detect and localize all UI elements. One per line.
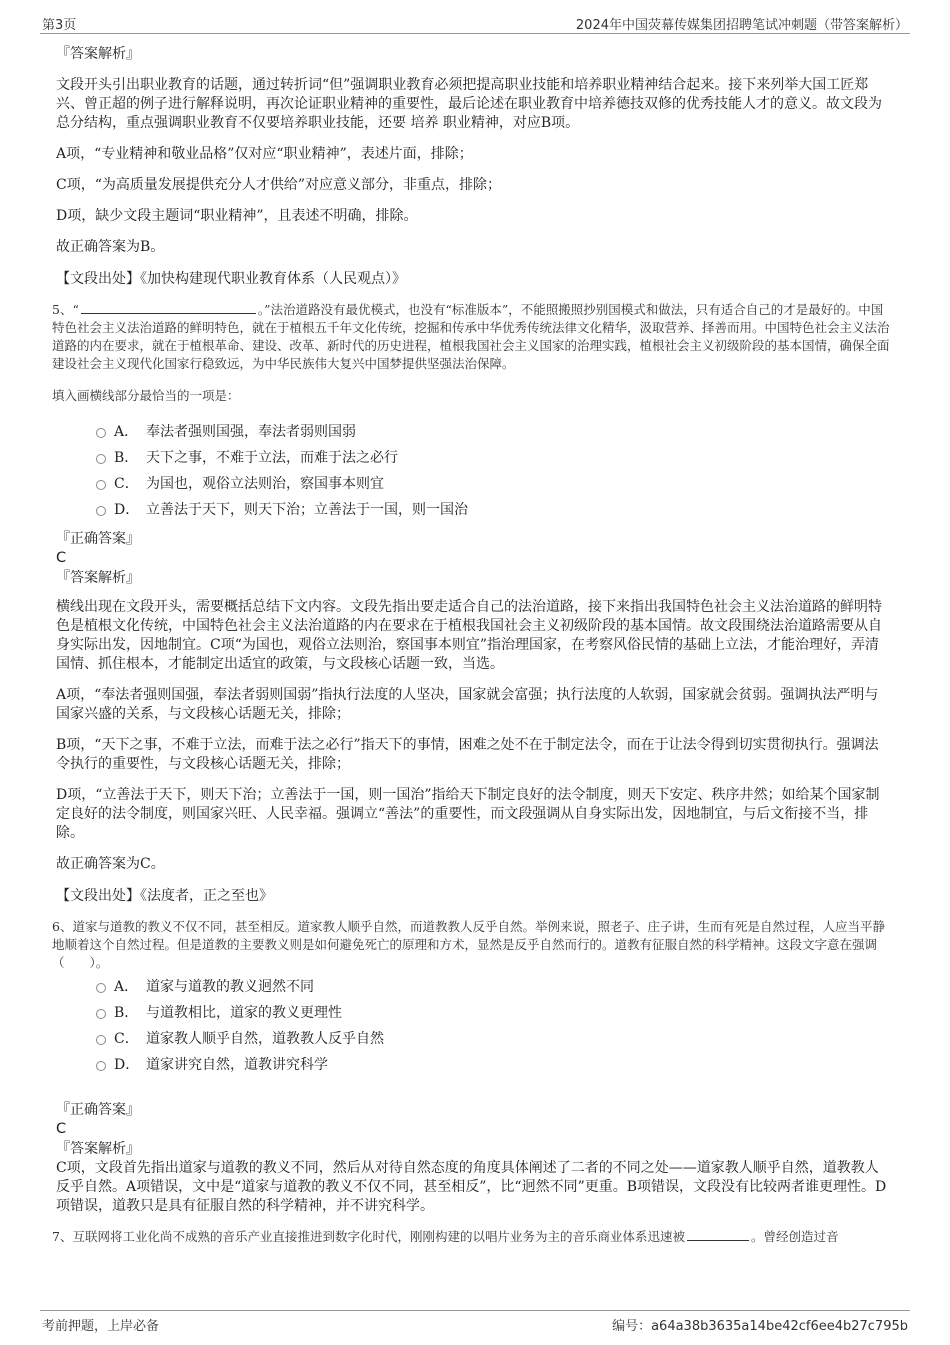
q6-analysis-label: 『答案解析』 [56, 1141, 140, 1157]
q5-option-d-analysis: D项，“立善法于天下，则天下治；立善法于一国，则一国治”指给天下制定良好的法令制度，则天下安定、秩序井然；如给某个国家制定良好的法令制度，则国家兴旺、人民幸福。强调立“善法”的重要性，而文段强调从自身实际出发，因地制宜，与后文衔接不当，排除。 [56, 787, 880, 841]
radio-icon[interactable] [96, 480, 106, 490]
q5-stem [52, 301, 892, 373]
option-text: 与道教相比，道家的教义更理性 [146, 1005, 342, 1021]
q5-answer: C [56, 550, 67, 566]
q5-prefix: 5、“ [52, 302, 79, 317]
radio-icon[interactable] [96, 1061, 106, 1071]
page-content [52, 44, 892, 1246]
option-letter: C． [114, 1031, 139, 1047]
q6-answer-label: 『正确答案』 [56, 1102, 140, 1118]
q4-option-d-analysis: D项，缺少文段主题词“职业精神”，且表述不明确，排除。 [56, 208, 418, 224]
option-letter: C． [114, 476, 139, 492]
footer-slogan: 考前押题，上岸必备 [42, 1319, 160, 1334]
q6-option-d[interactable] [96, 1052, 892, 1078]
option-text: 天下之事，不难于立法，而难于法之必行 [146, 450, 398, 466]
radio-icon[interactable] [96, 983, 106, 993]
q4-option-c-analysis: C项，“为高质量发展提供充分人才供给”对应意义部分，非重点，排除； [56, 177, 502, 193]
option-letter: D． [114, 502, 140, 518]
q6-option-c[interactable] [96, 1026, 892, 1052]
q5-option-b-analysis: B项，“天下之事，不难于立法，而难于法之必行”指天下的事情，困难之处不在于制定法令，而在于让法令得到切实贯彻执行。强调法令执行的重要性，与文段核心话题无关，排除； [56, 737, 879, 772]
radio-icon[interactable] [96, 1035, 106, 1045]
option-text: 道家讲究自然，道教讲究科学 [146, 1057, 328, 1073]
q7-stem-after: 。曾经创造过音 [750, 1229, 839, 1244]
option-letter: B． [114, 450, 139, 466]
q6-options [96, 974, 892, 1078]
q7-stem-before: 7、互联网将工业化尚不成熟的音乐产业直接推进到数字化时代，刚刚构建的以唱片业务为主的音乐商业体系迅速被 [52, 1229, 685, 1244]
q5-option-a-analysis: A项，“奉法者强则国强，奉法者弱则国弱”指执行法度的人坚决，国家就会富强；执行法度的人软弱，国家就会贫弱。强调执法严明与国家兴盛的关系，与文段核心话题无关，排除； [56, 687, 879, 722]
page-number: 第3页 [42, 18, 77, 33]
radio-icon[interactable] [96, 428, 106, 438]
q5-option-b[interactable] [96, 445, 892, 471]
option-text: 道家教人顺乎自然，道教教人反乎自然 [146, 1031, 384, 1047]
option-text: 道家与道教的教义迥然不同 [146, 979, 314, 995]
option-letter: D． [114, 1057, 140, 1073]
q5-option-c[interactable] [96, 471, 892, 497]
option-letter: B． [114, 1005, 139, 1021]
q5-analysis-label: 『答案解析』 [56, 570, 140, 586]
option-text: 奉法者强则国强，奉法者弱则国弱 [146, 424, 356, 440]
q4-analysis: 文段开头引出职业教育的话题，通过转折词“但”强调职业教育必须把提高职业技能和培养职业精神结合起来。接下来列举大国工匠郑兴、曾正超的例子进行解释说明，再次论证职业精神的重要性，最后论述在职业教育中培养德技双修的优秀技能人才的意义。故文段为总分结构，重点强调职业教育不仅要培养职业技能，还要 培养 职业精神，对应B项。 [56, 77, 882, 131]
q6-analysis: C项，文段首先指出道家与道教的教义不同，然后从对待自然态度的角度具体阐述了二者的不同之处——道家教人顺乎自然，道教教人反乎自然。A项错误，文中是“道家与道教的教义不仅不同，甚至相反”，比“迥然不同”更重。B项错误，文段没有比较两者谁更理性。D项错误，道教只是具有征服自然的科学精神，并不讲究科学。 [56, 1160, 887, 1214]
q4-option-a-analysis: A项，“专业精神和敬业品格”仅对应“职业精神”，表述片面，排除； [56, 146, 473, 162]
q4-conclusion: 故正确答案为B。 [56, 239, 165, 255]
page-footer [40, 1310, 910, 1332]
q5-instruction: 填入画横线部分最恰当的一项是： [52, 388, 240, 403]
q5-blank [81, 301, 256, 314]
q7-blank [687, 1228, 749, 1241]
q5-answer-label: 『正确答案』 [56, 531, 140, 547]
q5-stem-text: 。”法治道路没有最优模式，也没有“标准版本”，不能照搬照抄别国模式和做法，只有适合自己的才是最好的。中国特色社会主义法治道路的鲜明特色，就在于植根五千年文化传统，挖掘和传承中华优秀传统法律文化精华，汲取营养、择善而用。中国特色社会主义法治道路的内在要求，就在于植根革命、建设、改革、新时代的历史进程，植根我国社会主义国家的治理实践，植根社会主义初级阶段的基本国情，确保全面建设社会主义现代化国家行稳致远，为中华民族伟大复兴中国梦提供坚强法治保障。 [52, 302, 890, 371]
q4-analysis-label: 『答案解析』 [56, 46, 140, 62]
option-letter: A． [114, 424, 139, 440]
q4-source: 【文段出处】《加快构建现代职业教育体系（人民观点）》 [56, 271, 406, 287]
document-code: 编号：a64a38b3635a14be42cf6ee4b27c795b [612, 1319, 908, 1334]
radio-icon[interactable] [96, 454, 106, 464]
q5-options [96, 419, 892, 523]
option-text: 为国也，观俗立法则治，察国事本则宜 [146, 476, 384, 492]
q6-answer: C [56, 1121, 67, 1137]
radio-icon[interactable] [96, 1009, 106, 1019]
q5-source: 【文段出处】《法度者，正之至也》 [56, 888, 273, 904]
q5-conclusion: 故正确答案为C。 [56, 856, 165, 872]
q5-option-d[interactable] [96, 497, 892, 523]
radio-icon[interactable] [96, 506, 106, 516]
option-letter: A． [114, 979, 139, 995]
q6-option-b[interactable] [96, 1000, 892, 1026]
option-text: 立善法于天下，则天下治；立善法于一国，则一国治 [146, 502, 468, 518]
document-title: 2024年中国荧幕传媒集团招聘笔试冲刺题（带答案解析） [575, 18, 908, 33]
page-header [40, 12, 910, 34]
q6-option-a[interactable] [96, 974, 892, 1000]
q6-stem: 6、道家与道教的教义不仅不同，甚至相反。道家教人顺乎自然，而道教教人反乎自然。举例来说，照老子、庄子讲，生而有死是自然过程，人应当平静地顺着这个自然过程。但是道教的主要教义则是如何避免死亡的原理和方术，显然是反乎自然而行的。道教有征服自然的科学精神。这段文字意在强调（ ）。 [52, 919, 885, 970]
q5-analysis: 横线出现在文段开头，需要概括总结下文内容。文段先指出要走适合自己的法治道路，接下来指出我国特色社会主义法治道路的鲜明特色是植根文化传统，中国特色社会主义法治道路的内在要求在于植根我国社会主义初级阶段的基本国情。故文段围绕法治道路需要从自身实际出发，因地制宜。C项“为国也，观俗立法则治，察国事本则宜”指治理国家，在考察风俗民情的基础上立法，才能治理好，弄清国情、抓住根本，才能制定出适宜的政策，与文段核心话题一致，当选。 [56, 599, 882, 672]
q7-stem [52, 1228, 892, 1246]
q5-option-a[interactable] [96, 419, 892, 445]
